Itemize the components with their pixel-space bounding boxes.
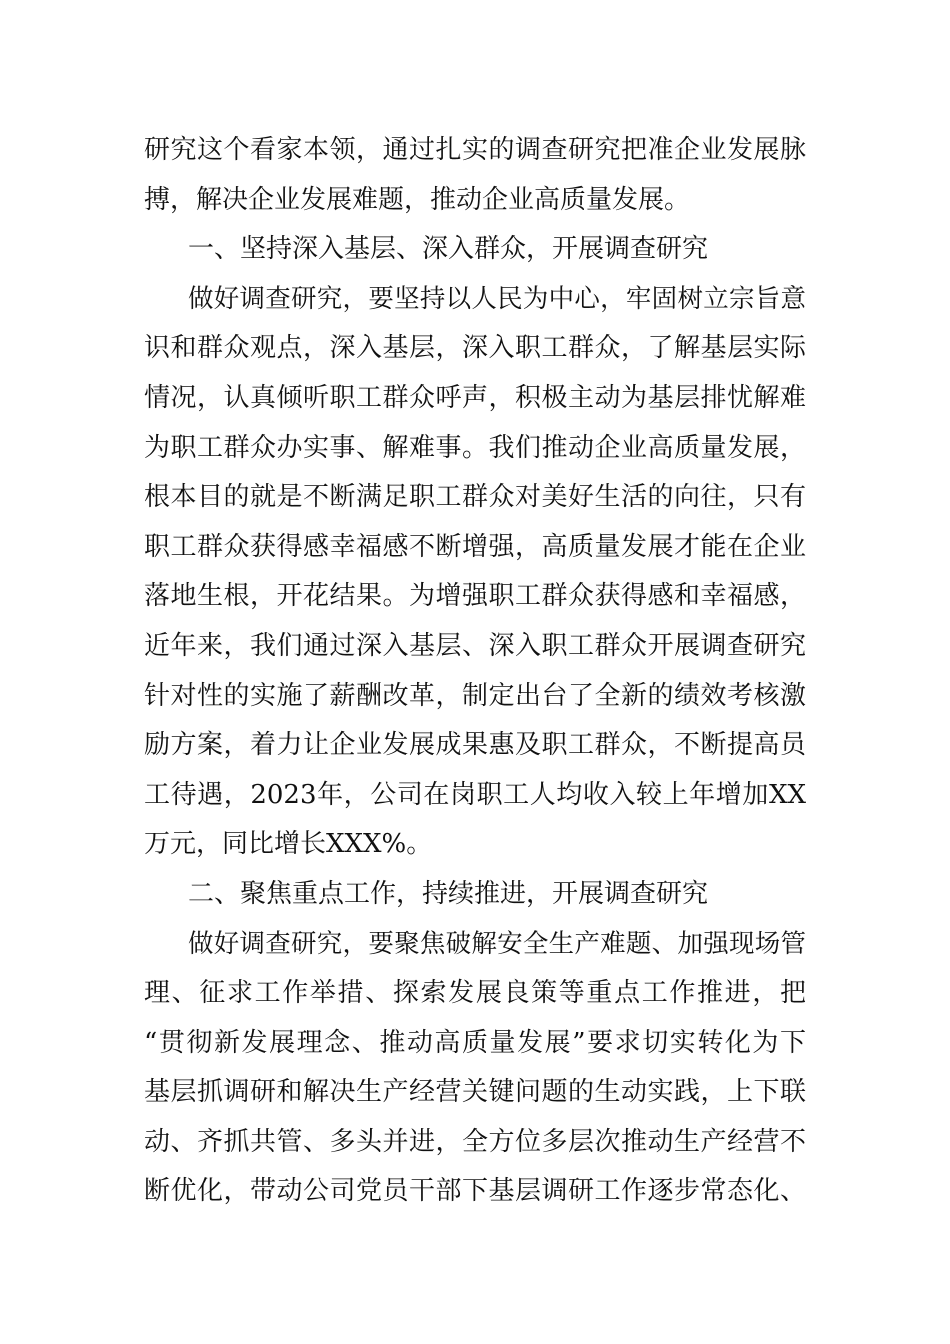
paragraph-line: 针对性的实施了薪酬改革，制定出台了全新的绩效考核激 — [144, 680, 806, 711]
paragraph-line: 根本目的就是不断满足职工群众对美好生活的向往，只有 — [144, 482, 806, 513]
paragraph-line: 基层抓调研和解决生产经营关键问题的生动实践，上下联 — [144, 1077, 806, 1108]
section-heading-2: 二、聚焦重点工作，持续推进，开展调查研究 — [188, 878, 709, 909]
paragraph-line: 励方案，着力让企业发展成果惠及职工群众，不断提高员 — [144, 730, 806, 761]
paragraph-line: 职工群众获得感幸福感不断增强，高质量发展才能在企业 — [144, 531, 806, 562]
paragraph-line: 搏，解决企业发展难题，推动企业高质量发展。 — [144, 184, 691, 215]
paragraph-line: 研究这个看家本领，通过扎实的调查研究把准企业发展脉 — [144, 135, 806, 165]
paragraph-line: 万元，同比增长XXX%。 — [144, 829, 433, 860]
body-text — [144, 126, 806, 1217]
paragraph-line: 情况，认真倾听职工群众呼声，积极主动为基层排忧解难 — [144, 382, 806, 413]
paragraph-line: 落地生根，开花结果。为增强职工群众获得感和幸福感， — [144, 581, 806, 612]
section-heading-1: 一、坚持深入基层、深入群众，开展调查研究 — [188, 234, 709, 265]
paragraph-line: 做好调查研究，要聚焦破解安全生产难题、加强现场管 — [188, 928, 806, 959]
paragraph-line: 识和群众观点，深入基层，深入职工群众，了解基层实际 — [144, 333, 806, 364]
paragraph-line: 动、齐抓共管、多头并进，全方位多层次推动生产经营不 — [144, 1126, 806, 1157]
paragraph-line: 工待遇，2023年，公司在岗职工人均收入较上年增加XX — [144, 779, 806, 810]
paragraph-line: 断优化，带动公司党员干部下基层调研工作逐步常态化、 — [144, 1176, 806, 1207]
paragraph-line: 做好调查研究，要坚持以人民为中心，牢固树立宗旨意 — [188, 283, 806, 314]
paragraph-line: 近年来，我们通过深入基层、深入职工群众开展调查研究 — [144, 630, 806, 661]
paragraph-line: “贯彻新发展理念、推动高质量发展”要求切实转化为下 — [144, 1027, 806, 1058]
paragraph-line: 为职工群众办实事、解难事。我们推动企业高质量发展， — [144, 432, 806, 463]
paragraph-line: 理、征求工作举措、探索发展良策等重点工作推进，把 — [144, 978, 806, 1009]
